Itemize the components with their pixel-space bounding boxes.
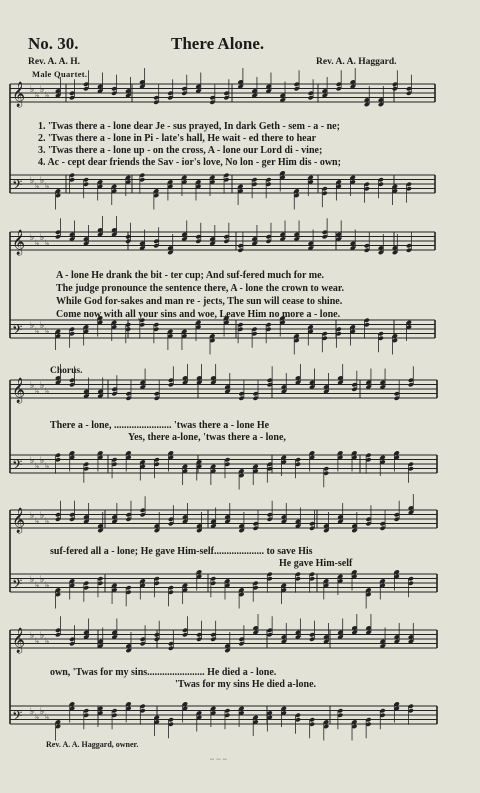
verse-3-line-a: 3. 'Twas there a - lone up - on the cross, A - lone our Lord di - vine; [38, 145, 323, 156]
verse-2-line-b: The judge pronounce the sentence there, A - lone the crown to wear. [56, 283, 344, 294]
flat-icon: ♭ [35, 713, 40, 723]
flat-icon: ♭ [45, 327, 50, 337]
bass-clef-icon: 𝄢 [12, 322, 23, 341]
flat-icon: ♭ [45, 91, 50, 101]
flat-icon: ♭ [35, 91, 40, 101]
owner-credit: Rev. A. A. Haggard, owner. [46, 740, 139, 749]
flat-icon: ♭ [45, 239, 50, 249]
flat-icon: ♭ [35, 182, 40, 192]
treble-clef-icon: 𝄞 [12, 82, 26, 107]
flat-icon: ♭ [30, 233, 35, 243]
flat-icon: ♭ [40, 456, 45, 466]
flat-icon: ♭ [40, 321, 45, 331]
verse-1-line-a: 1. 'Twas there a - lone dear Je - sus prayed, In dark Geth - sem - a - ne; [38, 121, 340, 132]
flat-icon: ♭ [30, 511, 35, 521]
flat-icon: ♭ [40, 233, 45, 243]
bass-clef-icon: 𝄢 [12, 576, 23, 595]
verse-4-line-a: 4. Ac - cept dear friends the Sav - ior's love, No lon - ger Him dis - own; [38, 157, 341, 168]
flat-icon: ♭ [40, 631, 45, 641]
flat-icon: ♭ [35, 462, 40, 472]
flat-icon: ♭ [30, 707, 35, 717]
flat-icon: ♭ [45, 462, 50, 472]
flat-icon: ♭ [45, 387, 50, 397]
hymn-number: No. 30. [28, 34, 79, 53]
flat-icon: ♭ [30, 575, 35, 585]
treble-clef-icon: 𝄞 [12, 628, 26, 653]
flat-icon: ♭ [40, 511, 45, 521]
hymn-title: There Alone. [171, 34, 265, 53]
music-credit: Rev. A. A. Haggard. [316, 57, 397, 67]
treble-clef-icon: 𝄞 [12, 378, 26, 403]
chorus-line-3-upper: own, 'Twas for my sins....................... He died a - lone. [50, 667, 277, 678]
flat-icon: ♭ [40, 707, 45, 717]
flat-icon: ♭ [40, 575, 45, 585]
verse-4-line-b: Come now with all your sins and woe, Leave Him no more a - lone. [56, 309, 341, 320]
flat-icon: ♭ [30, 321, 35, 331]
flat-icon: ♭ [40, 176, 45, 186]
flat-icon: ♭ [30, 381, 35, 391]
flat-icon: ♭ [45, 713, 50, 723]
flat-icon: ♭ [35, 581, 40, 591]
treble-clef-icon: 𝄞 [12, 230, 26, 255]
flat-icon: ♭ [30, 631, 35, 641]
verse-1-line-b: A - lone He drank the bit - ter cup; And suf-fered much for me. [56, 270, 325, 281]
chorus-line-2-lower: He gave Him-self [279, 558, 353, 569]
flat-icon: ♭ [30, 176, 35, 186]
flat-icon: ♭ [45, 182, 50, 192]
chorus-line-1-lower: Yes, there a-lone, 'twas there a - lone, [128, 432, 286, 443]
flat-icon: ♭ [35, 239, 40, 249]
words-credit: Rev. A. A. H. [28, 57, 80, 67]
verse-2-line-a: 2. 'Twas there a - lone in Pi - late's hall, He wait - ed there to hear [38, 133, 317, 144]
flat-icon: ♭ [45, 637, 50, 647]
voicing-label: Male Quartet. [32, 69, 88, 79]
flat-icon: ♭ [30, 85, 35, 95]
flat-icon: ♭ [30, 456, 35, 466]
flat-icon: ♭ [40, 85, 45, 95]
flat-icon: ♭ [35, 327, 40, 337]
flat-icon: ♭ [35, 517, 40, 527]
bass-clef-icon: 𝄢 [12, 177, 23, 196]
verse-3-line-b: While God for-sakes and man re - jects, The sun will cease to shine. [56, 296, 343, 307]
chorus-label: Chorus. [50, 366, 83, 376]
flat-icon: ♭ [35, 637, 40, 647]
bass-clef-icon: 𝄢 [12, 457, 23, 476]
chorus-line-2-upper: suf-fered all a - lone; He gave Him-self.................... to save His [50, 546, 313, 557]
footer-mark: ~ ~ ~ [210, 755, 227, 764]
flat-icon: ♭ [35, 387, 40, 397]
flat-icon: ♭ [45, 517, 50, 527]
bass-clef-icon: 𝄢 [12, 708, 23, 727]
treble-clef-icon: 𝄞 [12, 508, 26, 533]
chorus-line-1-upper: There a - lone, ....................... 'twas there a - lone He [50, 420, 270, 431]
flat-icon: ♭ [45, 581, 50, 591]
flat-icon: ♭ [40, 381, 45, 391]
chorus-line-3-lower: 'Twas for my sins He died a-lone. [175, 679, 317, 690]
